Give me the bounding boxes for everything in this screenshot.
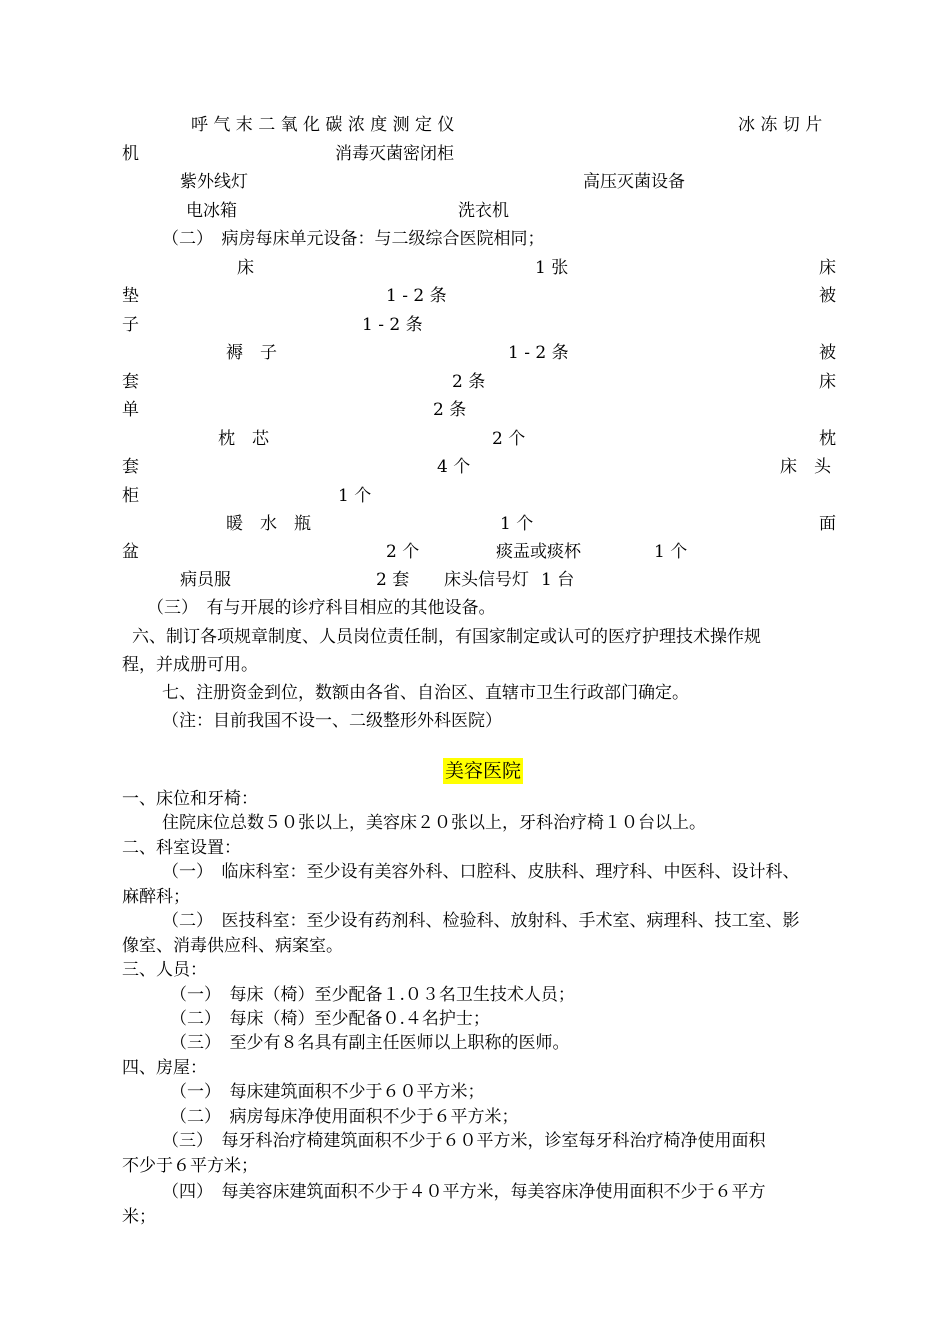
bedside-cabinet-label-cont: 柜 — [122, 486, 139, 506]
housing-line-2: （二） 病房每床净使用面积不少于６平方米； — [170, 1107, 519, 1127]
cryo-slicer-text-cont: 机 — [122, 144, 139, 164]
quilt-label-cont: 子 — [122, 315, 139, 335]
uv-lamp-text: 紫外线灯 — [180, 172, 248, 192]
beds-text: 住院床位总数５０张以上，美容床２０张以上，牙科治疗椅１０台以上。 — [162, 813, 706, 833]
bed-qty: 1 张 — [535, 258, 569, 278]
clinical-departments-line-2: 麻醉科； — [122, 887, 190, 907]
section-title: 美容医院 — [445, 760, 522, 782]
basin-qty: 2 个 — [386, 542, 420, 562]
sheet-label-cont: 单 — [122, 400, 139, 420]
housing-line-3b: 不少于６平方米； — [122, 1156, 258, 1176]
cover-label-cont: 套 — [122, 372, 139, 392]
cover-qty: 2 条 — [452, 372, 486, 392]
staff-heading: 三、人员： — [122, 960, 207, 980]
housing-heading: 四、房屋： — [122, 1058, 207, 1078]
pillow-qty: 2 个 — [492, 429, 526, 449]
thermos-qty: 1 个 — [500, 514, 534, 534]
housing-line-3a: （三） 每牙科治疗椅建筑面积不少于６０平方米，诊室每牙科治疗椅净使用面积 — [162, 1131, 766, 1151]
technical-departments-line-1: （二） 医技科室：至少设有药剂科、检验科、放射科、手术室、病理科、技工室、影 — [162, 911, 800, 931]
mattress-label-cont: 垫 — [122, 286, 139, 306]
cryo-slicer-text: 冰 冻 切 片 — [738, 115, 823, 135]
bed-label: 床 — [237, 258, 254, 278]
staff-line-3: （三） 至少有８名具有副主任医师以上职称的医师。 — [170, 1033, 570, 1053]
signal-label: 床头信号灯 — [444, 570, 529, 590]
autoclave-text: 高压灭菌设备 — [583, 172, 685, 192]
note-line: （注：目前我国不设一、二级整形外科医院） — [162, 711, 502, 731]
pillow-label: 枕 芯 — [218, 429, 269, 449]
co2-monitor-text: 呼 气 末 二 氧 化 碳 浓 度 测 定 仪 — [191, 115, 455, 135]
basin-label-cont: 盆 — [122, 542, 139, 562]
bedside-cabinet-qty: 1 个 — [338, 486, 372, 506]
spittoon-qty: 1 个 — [654, 542, 688, 562]
thermos-label: 暖 水 瓶 — [226, 514, 311, 534]
item-six-line-1: 六、制订各项规章制度、人员岗位责任制，有国家制定或认可的医疗护理技术操作规 — [132, 627, 761, 647]
pillowcase-label-cont: 套 — [122, 457, 139, 477]
departments-heading: 二、科室设置： — [122, 838, 241, 858]
ice-box-text: 电冰箱 — [186, 201, 237, 221]
pillowcase-label: 枕 — [819, 429, 836, 449]
signal-qty: 1 台 — [541, 570, 575, 590]
quilt-label: 被 — [819, 286, 836, 306]
cover-label: 被 — [819, 343, 836, 363]
underlay-qty: 1 - 2 条 — [508, 343, 569, 363]
technical-departments-line-2: 像室、消毒供应科、病案室。 — [122, 936, 343, 956]
ward-section-heading: （二） 病房每床单元设备：与二级综合医院相同； — [162, 229, 545, 249]
sheet-qty: 2 条 — [433, 400, 467, 420]
quilt-qty: 1 - 2 条 — [362, 315, 423, 335]
housing-line-1: （一） 每床建筑面积不少于６０平方米； — [170, 1082, 485, 1102]
beds-heading: 一、床位和牙椅： — [122, 789, 258, 809]
underlay-label: 褥 子 — [226, 343, 277, 363]
item-six-line-2: 程，并成册可用。 — [122, 655, 258, 675]
sheet-label: 床 — [819, 372, 836, 392]
item-seven-line: 七、注册资金到位，数额由各省、自治区、直辖市卫生行政部门确定。 — [162, 683, 689, 703]
housing-line-4b: 米； — [122, 1207, 156, 1227]
spittoon-label: 痰盂或痰杯 — [496, 542, 581, 562]
basin-label: 面 — [819, 514, 836, 534]
disinfect-cabinet-text: 消毒灭菌密闭柜 — [335, 144, 454, 164]
housing-line-4a: （四） 每美容床建筑面积不少于４０平方米，每美容床净使用面积不少于６平方 — [162, 1182, 766, 1202]
mattress-label: 床 — [819, 258, 836, 278]
gown-label: 病员服 — [180, 570, 231, 590]
other-equipment-line: （三） 有与开展的诊疗科目相应的其他设备。 — [147, 598, 496, 618]
clinical-departments-line-1: （一） 临床科室：至少设有美容外科、口腔科、皮肤科、理疗科、中医科、设计科、 — [162, 862, 800, 882]
bedside-cabinet-label: 床 头 — [780, 457, 831, 477]
staff-line-2: （二） 每床（椅）至少配备０.４名护士； — [170, 1009, 490, 1029]
staff-line-1: （一） 每床（椅）至少配备１.０３名卫生技术人员； — [170, 985, 575, 1005]
gown-qty: 2 套 — [376, 570, 410, 590]
pillowcase-qty: 4 个 — [437, 457, 471, 477]
mattress-qty: 1 - 2 条 — [386, 286, 447, 306]
washer-text: 洗衣机 — [458, 201, 509, 221]
